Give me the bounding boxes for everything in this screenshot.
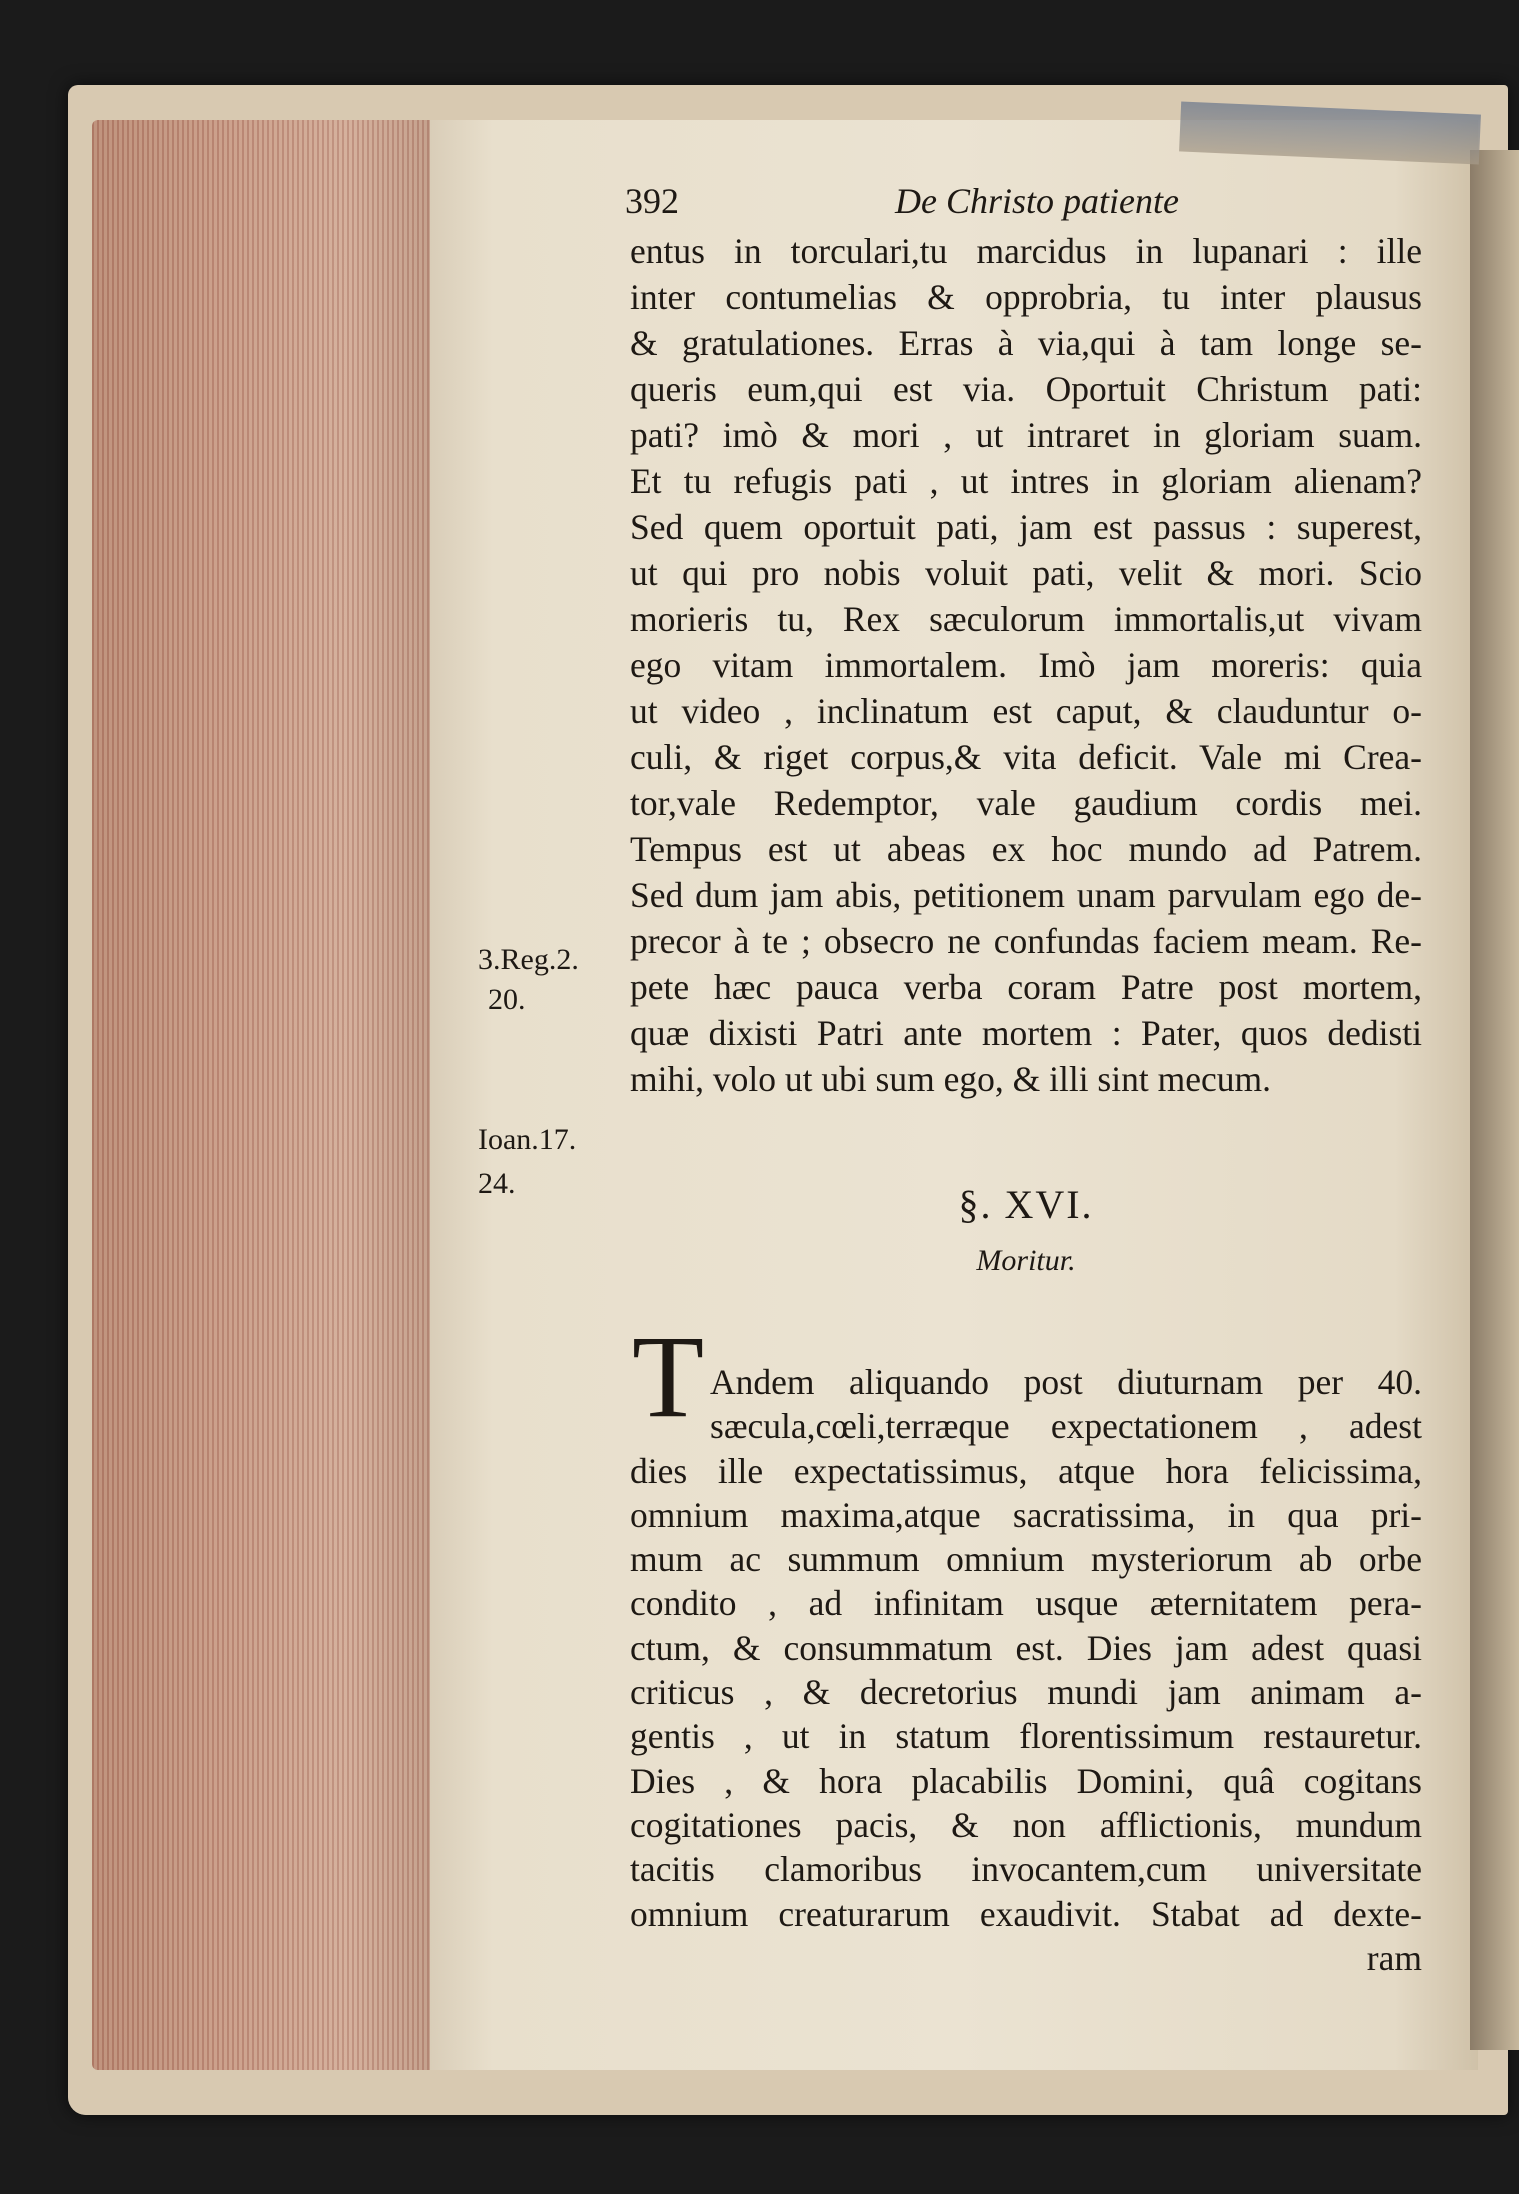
text-line: gentis , ut in statum florentissimum restauretur. bbox=[630, 1716, 1422, 1757]
text-line: criticus , & decretorius mundi jam animam a- bbox=[630, 1672, 1422, 1713]
text-line: omnium creaturarum exaudivit. Stabat ad dexte- bbox=[630, 1893, 1422, 1934]
margin-note-reference: 20. bbox=[488, 983, 526, 1016]
text-line: cogitationes pacis, & non afflictionis, mundum bbox=[630, 1804, 1422, 1845]
text-line: quæ dixisti Patri ante mortem : Pater, quos dedisti bbox=[630, 1013, 1422, 1053]
text-line: mum ac summum omnium mysteriorum ab orbe bbox=[630, 1539, 1422, 1580]
body-text-bottom bbox=[630, 1360, 1422, 1980]
text-line: mihi, volo ut ubi sum ego, & illi sint mecum. bbox=[630, 1059, 1271, 1099]
text-line: Tempus est ut abeas ex hoc mundo ad Patrem. bbox=[630, 829, 1422, 869]
text-line: morieris tu, Rex sæculorum immortalis,ut vivam bbox=[630, 599, 1422, 639]
text-line: culi, & riget corpus,& vita deficit. Vale mi Crea- bbox=[630, 737, 1422, 777]
text-line: sæcula,cœli,terræque expectationem , adest bbox=[710, 1406, 1422, 1447]
page-number: 392 bbox=[625, 181, 679, 221]
margin-note-reference: 24. bbox=[478, 1167, 516, 1200]
text-line: tacitis clamoribus invocantem,cum universitate bbox=[630, 1849, 1422, 1890]
text-line: pati? imò & mori , ut intraret in gloriam suam. bbox=[630, 415, 1422, 455]
text-line: ego vitam immortalem. Imò jam moreris: quia bbox=[630, 645, 1422, 685]
text-line: Et tu refugis pati , ut intres in gloriam alienam? bbox=[630, 461, 1422, 501]
margin-note-reference: 3.Reg.2. bbox=[478, 943, 579, 976]
body-text-top bbox=[630, 228, 1422, 1102]
catchword: ram bbox=[1366, 1937, 1422, 1978]
text-line: inter contumelias & opprobria, tu inter plausus bbox=[630, 277, 1422, 317]
text-line: & gratulationes. Erras à via,qui à tam longe se- bbox=[630, 323, 1422, 363]
text-line: tor,vale Redemptor, vale gaudium cordis mei. bbox=[630, 783, 1422, 823]
section-subheading: Moritur. bbox=[976, 1244, 1076, 1277]
text-line: Sed quem oportuit pati, jam est passus : superest, bbox=[630, 507, 1422, 547]
running-title: De Christo patiente bbox=[895, 181, 1179, 221]
text-line: Andem aliquando post diuturnam per 40. bbox=[710, 1362, 1422, 1402]
text-line: precor à te ; obsecro ne confundas faciem meam. Re- bbox=[630, 921, 1422, 961]
text-line: condito , ad infinitam usque æternitatem pera- bbox=[630, 1583, 1422, 1624]
text-line: ctum, & consummatum est. Dies jam adest quasi bbox=[630, 1627, 1422, 1668]
text-line: pete hæc pauca verba coram Patre post mortem, bbox=[630, 967, 1422, 1007]
text-line: dies ille expectatissimus, atque hora felicissima, bbox=[630, 1450, 1422, 1491]
text-line: ut video , inclinatum est caput, & clauduntur o- bbox=[630, 691, 1422, 731]
text-line: queris eum,qui est via. Oportuit Christum pati: bbox=[630, 369, 1422, 409]
gutter-shadow bbox=[1470, 150, 1519, 2050]
text-line: omnium maxima,atque sacratissima, in qua pri- bbox=[630, 1494, 1422, 1535]
text-line: ut qui pro nobis voluit pati, velit & mori. Scio bbox=[630, 553, 1422, 593]
text-line: Sed dum jam abis, petitionem unam parvulam ego de- bbox=[630, 875, 1422, 915]
section-heading: §. XVI. bbox=[958, 1182, 1094, 1227]
page-header bbox=[625, 180, 1235, 226]
drop-cap: T bbox=[632, 1311, 705, 1442]
page-block-edge bbox=[92, 120, 432, 2070]
margin-note-reference: Ioan.17. bbox=[478, 1123, 577, 1156]
text-line: entus in torculari,tu marcidus in lupanari : ille bbox=[630, 231, 1422, 271]
text-line: Dies , & hora placabilis Domini, quâ cogitans bbox=[630, 1760, 1422, 1801]
